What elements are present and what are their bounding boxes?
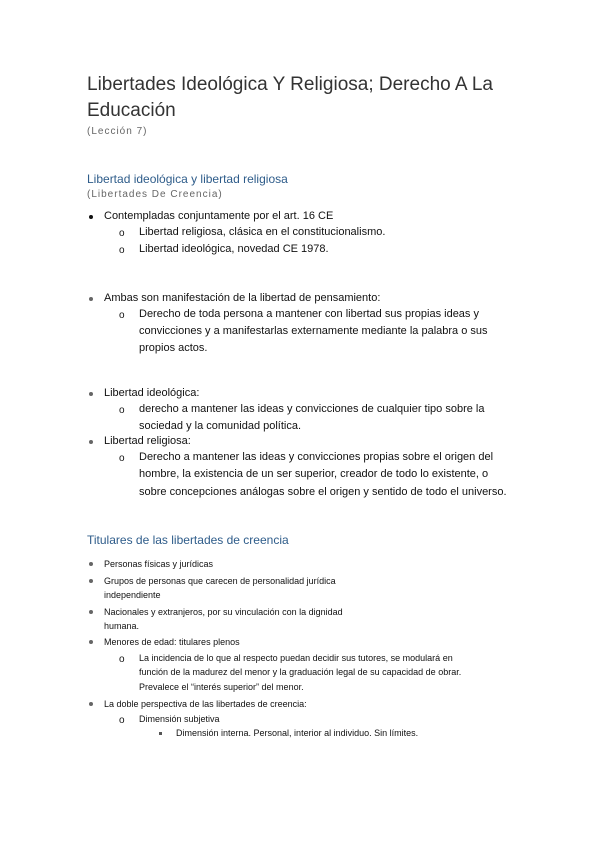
list-item-line: hombre, la existencia de un ser superior, creador de todo lo existente, o [139,468,489,480]
list-item-line: derecho a mantener las ideas y convicciones de cualquier tipo sobre la [139,403,485,415]
list-item-line: Grupos de personas que carecen de personalidad jurídica [104,576,336,586]
list-item-line: sociedad y la comunidad política. [139,420,302,432]
circle-bullet-icon: o [119,405,125,416]
bullet-dot-icon [89,579,93,583]
circle-bullet-icon: o [119,715,125,726]
list-item-line: Derecho de toda persona a mantener con libertad sus propias ideas y [139,308,479,320]
bullet-dot-icon [89,392,93,396]
circle-bullet-icon: o [119,453,125,464]
list-item: Libertad religiosa: [104,435,191,447]
bullet-dot-icon [89,610,93,614]
list-item: Libertad ideológica: [104,387,200,399]
circle-bullet-icon: o [119,245,125,256]
list-item-line: Derecho a mantener las ideas y convicciones propias sobre el origen del [139,451,494,463]
list-item-line: La incidencia de lo que al respecto puedan decidir sus tutores, se modulará en [139,653,453,663]
circle-bullet-icon: o [119,228,125,239]
bullet-dot-icon [89,440,93,444]
list-item: Dimensión subjetiva [139,714,220,724]
list-item: Contempladas conjuntamente por el art. 16 CE [104,210,334,222]
section-subheading-creencia: (Libertades De Creencia) [87,189,223,200]
section-heading-titulares: Titulares de las libertades de creencia [87,533,289,547]
list-item-line: propios actos. [139,342,208,354]
bullet-dot-icon [89,562,93,566]
bullet-dot-icon [89,215,93,219]
bullet-dot-icon [89,297,93,301]
bullet-dot-icon [89,702,93,706]
list-item: Menores de edad: titulares plenos [104,637,240,647]
list-item-line: sobre concepciones análogas sobre el origen y sentido de todo el universo. [139,486,507,498]
list-item: Ambas son manifestación de la libertad de pensamiento: [104,292,381,304]
list-item: Personas físicas y jurídicas [104,559,214,569]
bullet-dot-icon [89,640,93,644]
circle-bullet-icon: o [119,310,125,321]
list-item-line: independiente [104,590,161,600]
list-item: La doble perspectiva de las libertades de creencia: [104,699,307,709]
circle-bullet-icon: o [119,654,125,665]
list-item: Libertad ideológica, novedad CE 1978. [139,243,329,255]
list-item-line: Prevalece el “interés superior” del menor. [139,682,304,692]
square-bullet-icon [159,732,162,735]
list-item-line: función de la madurez del menor y la graduación legal de su capacidad de obrar. [139,667,462,677]
list-item: Dimensión interna. Personal, interior al individuo. Sin límites. [176,728,419,738]
list-item-line: humana. [104,621,140,631]
list-item: Libertad religiosa, clásica en el constitucionalismo. [139,226,386,238]
list-item-line: Nacionales y extranjeros, por su vinculación con la dignidad [104,607,343,617]
page-title: Libertades Ideológica Y Religiosa; Derecho A La Educación [87,74,493,121]
list-item-line: convicciones y a manifestarlas externamente mediante la palabra o sus [139,325,488,337]
lesson-label: (Lección 7) [87,126,148,137]
section-heading-libertad: Libertad ideológica y libertad religiosa [87,172,288,186]
